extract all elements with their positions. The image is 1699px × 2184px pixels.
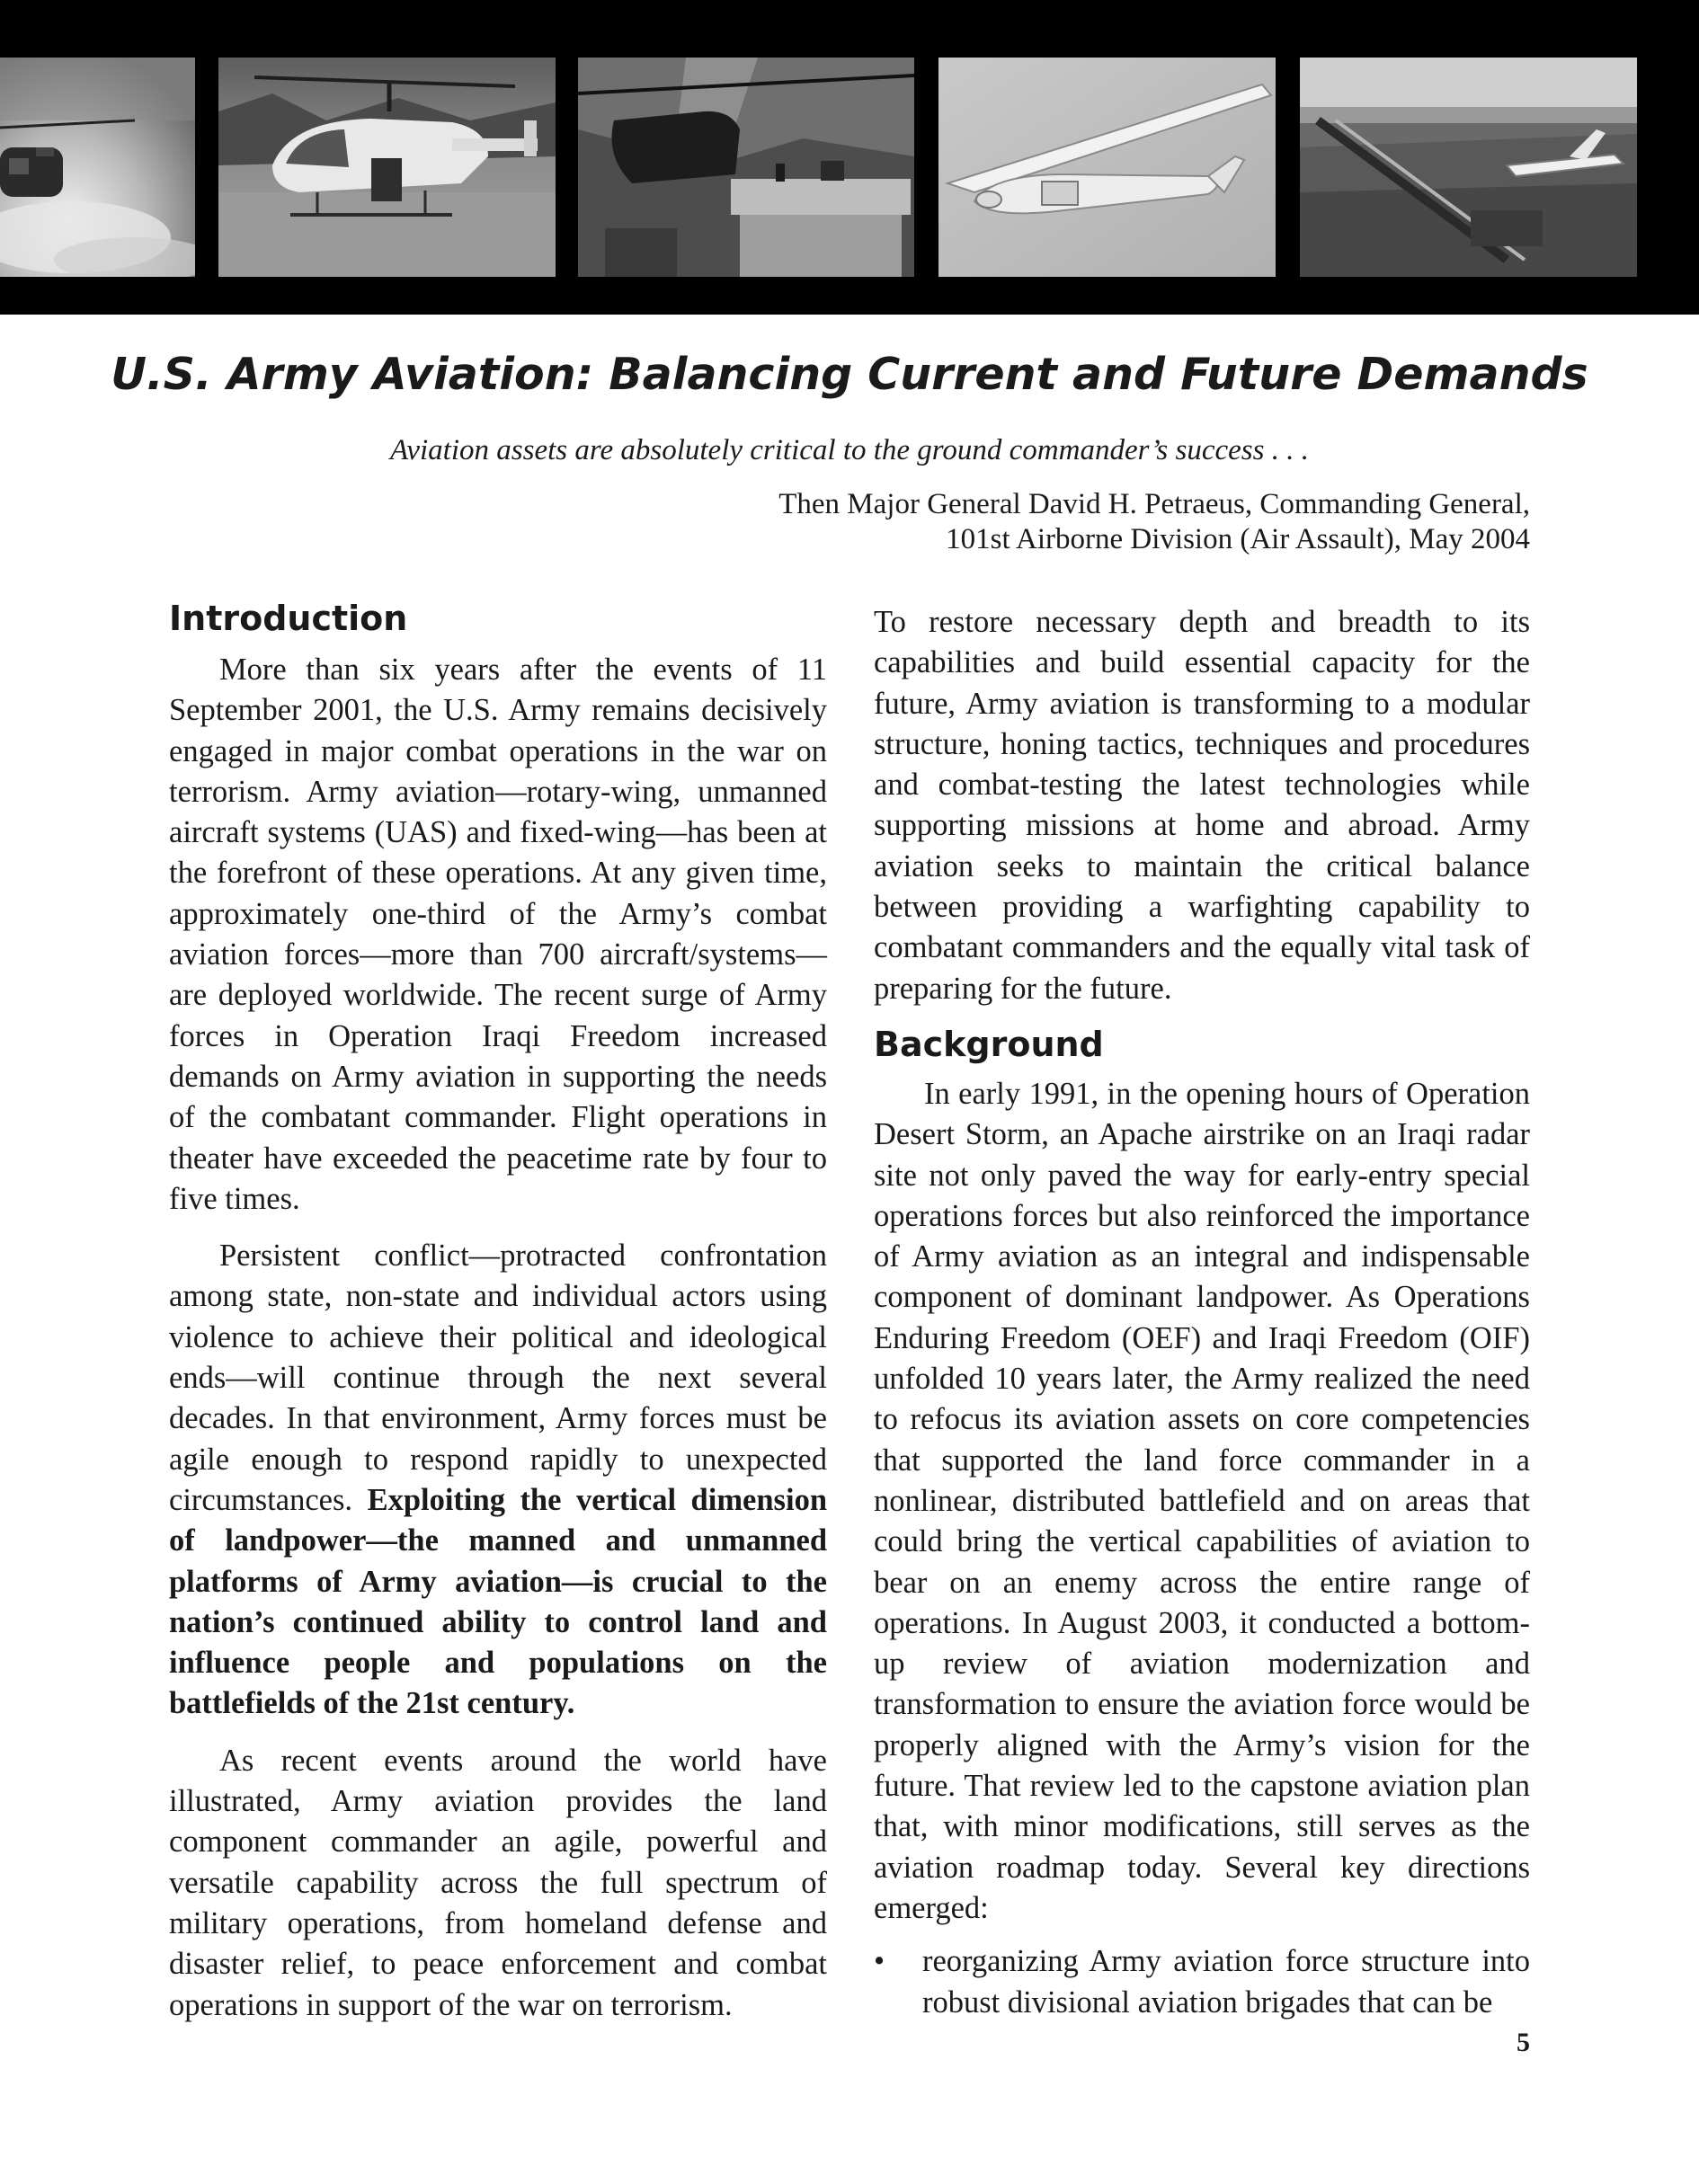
left-column	[169, 598, 827, 2026]
emphasized-text: Exploiting the vertical dimension of landpower—the manned and unmanned platforms of Army aviation—is crucial to the nation’s continued ability to control land and influence people and populations on the battlefields of the 21st century.	[169, 1482, 828, 1721]
body-paragraph	[169, 1236, 827, 1725]
uav-flight-photo	[938, 58, 1276, 277]
right-column	[874, 602, 1530, 2023]
body-paragraph: More than six years after the events of 11 September 2001, the U.S. Army remains decisively engaged in major combat operations in the war on terrorism. Army aviation—rotary-wing, unmanned aircraft systems (UAS) and fixed-wing—has been at the forefront of these operations. At any given time, approximately one-third of the Army’s combat aviation forces—more than 700 aircraft/systems—are deployed worldwide. The recent surge of Army forces in Operation Iraqi Freedom increased demands on Army aviation in supporting the needs of the combatant commander. Flight operations in theater have exceeded the peacetime rate by four to five times.	[169, 653, 827, 1216]
helicopter-rooftop-photo	[578, 58, 914, 277]
epigraph-attribution: Then Major General David H. Petraeus, Commanding General,	[778, 488, 1530, 520]
epigraph-quote: Aviation assets are absolutely critical to the ground commander’s success . . .	[390, 434, 1309, 466]
page-number: 5	[1517, 2028, 1530, 2057]
section-heading-introduction: Introduction	[169, 599, 408, 638]
body-paragraph: To restore necessary depth and breadth to its capabilities and build essential capacity for the future, Army aviation is transforming to a modular structure, honing tactics, techniques and procedures and combat-testing the latest technologies while supporting missions at home and abroad. Army aviation seeks to maintain the critical balance between providing a warfighting capability to combatant commanders and the equally vital task of preparing for the future.	[874, 605, 1530, 1006]
body-paragraph: As recent events around the world have illustrated, Army aviation provides the land component commander an agile, powerful and versatile capability across the full spectrum of military operations, from homeland defense and disaster relief, to peace enforcement and combat operations in support of the war on terrorism.	[169, 1743, 827, 2022]
body-paragraph: In early 1991, in the opening hours of Operation Desert Storm, an Apache airstrike on an Iraqi radar site not only paved the way for early-entry special operations forces but also reinforced the importance of Army aviation as an integral and indispensable component of dominant landpower. As Operations Enduring Freedom (OEF) and Iraqi Freedom (OIF) unfolded 10 years later, the Army realized the need to refocus its aviation assets on core competencies that supported the land force commander in a nonlinear, distributed battlefield and on areas that could bring the vertical capabilities of aviation to bear on an enemy across the entire range of operations. In August 2003, it conducted a bottom-up review of aviation modernization and transformation to ensure the aviation force would be properly aligned with the Army’s vision for the future. That review led to the capstone aviation plan that, with minor modifications, still serves as the aviation roadmap today. Several key directions emerged:	[874, 1076, 1530, 1925]
bullet-icon: •	[874, 1944, 885, 1979]
uav-launcher-photo	[1300, 58, 1637, 277]
body-text: Persistent conflict—protracted confrontation among state, non-state and individual actors using violence to achieve their political and ideological ends—will continue through the next several decades. In that environment, Army forces must be agile enough to respond rapidly to unexpected circumstances.	[169, 1238, 827, 1517]
list-item-text: reorganizing Army aviation force structure into robust divisional aviation brigades that can be	[922, 1944, 1530, 2020]
helicopter-landing-photo	[218, 58, 556, 277]
photo-banner	[0, 0, 1699, 315]
list-item	[874, 1941, 1530, 2023]
bullet-list	[874, 1941, 1530, 2023]
page-title: U.S. Army Aviation: Balancing Current and Future Demands	[111, 349, 1588, 400]
epigraph-attribution-affiliation: 101st Airborne Division (Air Assault), May 2004	[946, 523, 1530, 555]
helicopter-dust-photo	[0, 58, 195, 277]
section-heading-background: Background	[874, 1024, 1104, 1064]
